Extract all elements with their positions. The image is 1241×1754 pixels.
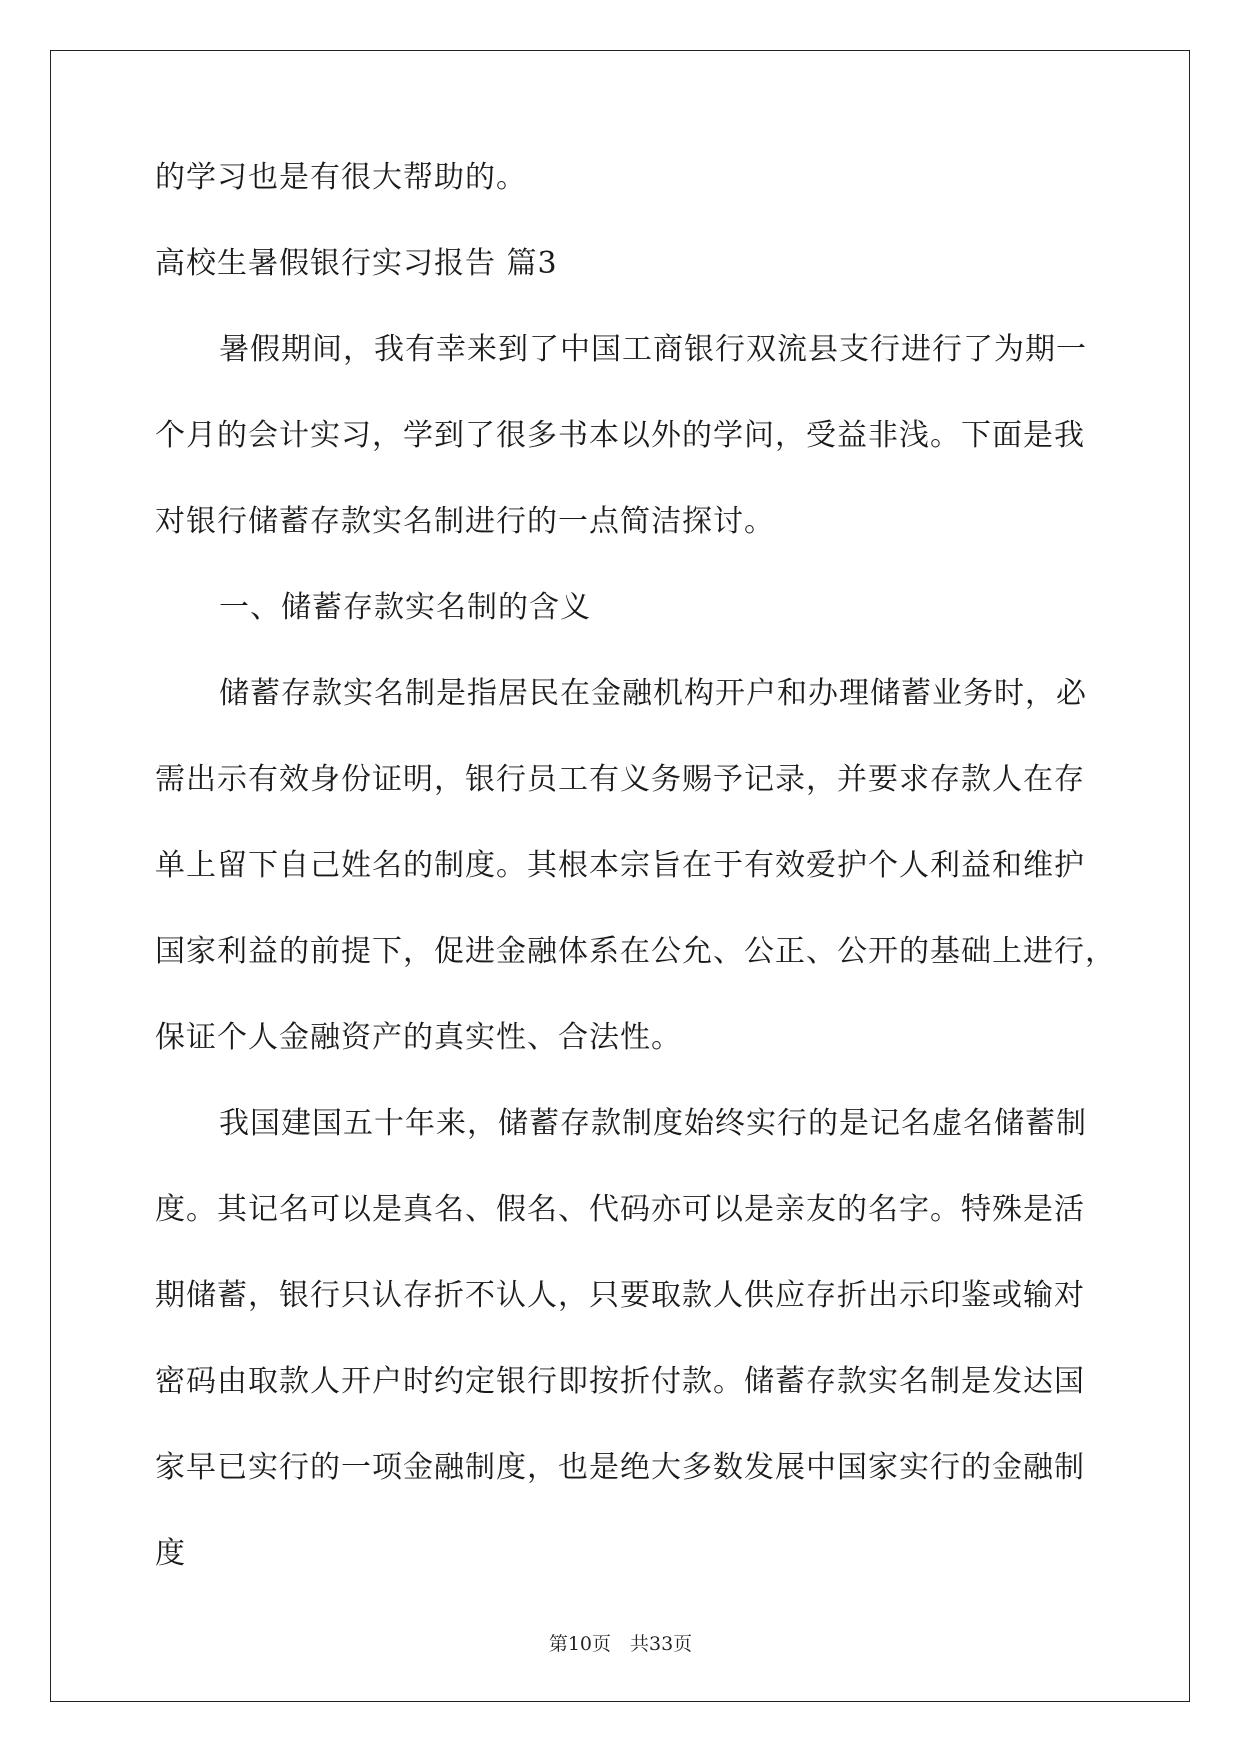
subsection-heading: 一、储蓄存款实名制的含义: [219, 590, 591, 625]
document-body: [155, 160, 1115, 1622]
text-line: 度: [155, 1536, 186, 1571]
page-number: 第10页 共33页: [548, 1633, 693, 1655]
text-line: 度。其记名可以是真名、假名、代码亦可以是亲友的名字。特殊是活: [155, 1192, 1085, 1227]
text-line: 保证个人金融资产的真实性、合法性。: [155, 1020, 682, 1055]
text-line: 单上留下自己姓名的制度。其根本宗旨在于有效爱护个人利益和维护: [155, 848, 1085, 883]
text-line: 密码由取款人开户时约定银行即按折付款。储蓄存款实名制是发达国: [155, 1364, 1085, 1399]
text-line: 国家利益的前提下，促进金融体系在公允、公正、公开的基础上进行，: [155, 934, 1116, 969]
text-line: 家早已实行的一项金融制度，也是绝大多数发展中国家实行的金融制: [155, 1450, 1085, 1485]
section-heading: 高校生暑假银行实习报告 篇3: [155, 246, 558, 281]
text-line: 期储蓄，银行只认存折不认人，只要取款人供应存折出示印鉴或输对: [155, 1278, 1085, 1313]
text-line: 储蓄存款实名制是指居民在金融机构开户和办理储蓄业务时，必: [219, 676, 1087, 711]
text-line: 对银行储蓄存款实名制进行的一点简洁探讨。: [155, 504, 775, 539]
text-line: 需出示有效身份证明，银行员工有义务赐予记录，并要求存款人在存: [155, 762, 1085, 797]
text-line: 暑假期间，我有幸来到了中国工商银行双流县支行进行了为期一: [219, 332, 1087, 367]
text-line: 我国建国五十年来，储蓄存款制度始终实行的是记名虚名储蓄制: [219, 1106, 1087, 1141]
text-line: 的学习也是有很大帮助的。: [155, 160, 527, 195]
text-line: 个月的会计实习，学到了很多书本以外的学问，受益非浅。下面是我: [155, 418, 1085, 453]
